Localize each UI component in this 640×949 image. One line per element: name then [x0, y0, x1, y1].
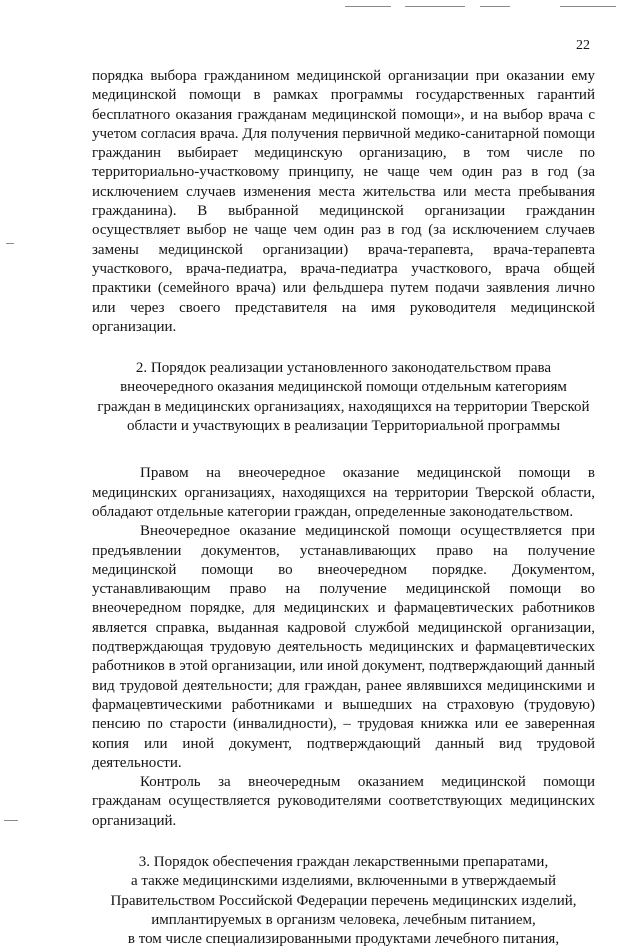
heading-line: 3. Порядок обеспечения граждан лекарственными препаратами,	[138, 853, 549, 870]
heading-line: 2. Порядок реализации установленного законодательством права	[135, 360, 552, 377]
heading-line: а также медицинскими изделиями, включенными в утверждаемый	[130, 873, 557, 890]
scan-artifact-line	[560, 6, 616, 7]
section-2-heading	[92, 359, 595, 436]
scan-artifact-line	[345, 6, 391, 7]
heading-line: граждан в медицинских организациях, находящихся на территории Тверской	[97, 398, 590, 415]
heading-line: в том числе специализированными продуктами лечебного питания,	[127, 931, 560, 948]
heading-line: Правительством Российской Федерации перечень медицинских изделий,	[110, 892, 577, 909]
page-number: 22	[576, 38, 590, 53]
scan-artifact-line	[480, 6, 510, 7]
intro-paragraph: порядка выбора гражданином медицинской организации при оказании ему медицинской помощи в рамках программы государственных гарантий бесплатного оказания гражданам медицинской помощи», и на выбор врача с учетом согласия врача. Для получения первичной медико-санитарной помощи гражданин выбирает медицинскую организацию, в том числе по территориально-участковому принципу, не чаще чем один раз в год (за исключением случаев изменения места жительства или места пребывания гражданина). В выбранной медицинской организации гражданин осуществляет выбор не чаще чем один раз в год (за исключением случаев замены медицинской организации) врача-терапевта, врача-терапевта участкового, врача-педиатра, врача-педиатра участкового, врача общей практики (семейного врача) или фельдшера путем подачи заявления лично или через своего представителя на имя руководителя медицинской организации.	[92, 68, 595, 335]
section-3-heading	[92, 853, 595, 949]
section-2-paragraph: Контроль за внеочередным оказанием медицинской помощи гражданам осуществляется руководителями соответствующих медицинских организаций.	[92, 774, 595, 829]
scan-artifact-line	[405, 6, 465, 7]
scan-artifact-mark	[4, 820, 18, 821]
heading-line: имплантируемых в организм человека, лечебным питанием,	[151, 911, 536, 928]
heading-line: внеочередного оказания медицинской помощи отдельным категориям	[120, 379, 567, 396]
document-body	[92, 67, 595, 949]
section-2-paragraph: Внеочередное оказание медицинской помощи осуществляется при предъявлении документов, устанавливающих право на получение медицинской помощи во внеочередном порядке. Документом, устанавливающим право на получение медицинской помощи во внеочередном порядке, для медицинских и фармацевтических работников является справка, выданная кадровой службой медицинской организации, подтверждающая трудовую деятельность медицинских и фармацевтических работников в этой организации, или иной документ, подтверждающий данный вид трудовой деятельности; для граждан, ранее являвшихся медицинскими и фармацевтическими работниками и вышедших на страховую (трудовую) пенсию по старости (инвалидности), – трудовая книжка или ее заверенная копия или иной документ, подтверждающий данный вид трудовой деятельности.	[92, 523, 595, 771]
section-2-paragraph: Правом на внеочередное оказание медицинской помощи в медицинских организациях, находящихся на территории Тверской области, обладают отдельные категории граждан, определенные законодательством.	[92, 465, 595, 520]
heading-line: области и участвующих в реализации Территориальной программы	[126, 418, 561, 435]
scan-artifact-mark	[6, 243, 14, 244]
